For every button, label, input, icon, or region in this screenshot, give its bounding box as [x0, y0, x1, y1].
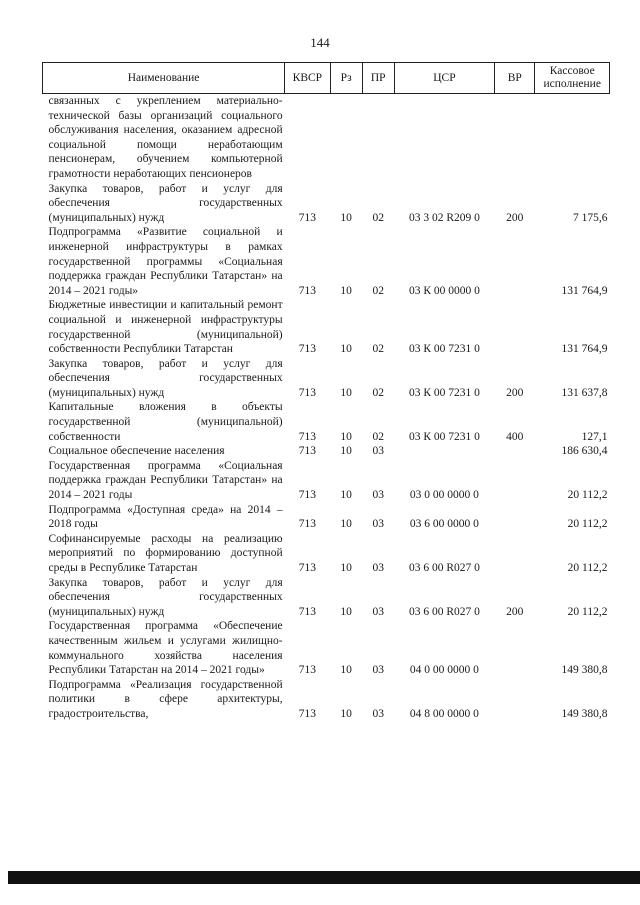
- cell-vr: 200: [506, 211, 524, 224]
- cell-name: связанных с укреплением материально-технической базы организаций социального обслуживания населения, оказанием адресной социальной помощи неработающим пенсионерам, обучением компьютерной грамотности неработающих пенсионеров: [48, 95, 283, 180]
- cell-pr: 02: [372, 211, 384, 224]
- cell-vr: [495, 619, 535, 677]
- cell-csr: 03 К 00 7231 0: [408, 386, 480, 399]
- cell-pr: 02: [372, 386, 384, 399]
- cell-rz: [330, 94, 362, 182]
- cell-name: Капитальные вложения в объекты государственной (муниципальной) собственности: [48, 401, 283, 443]
- cell-vr: 200: [506, 386, 524, 399]
- cell-name: Закупка товаров, работ и услуг для обеспечения государственных (муниципальных) нужд: [48, 576, 283, 618]
- cell-csr: 04 0 00 0000 0: [409, 664, 479, 677]
- cell-rz: 10: [340, 562, 352, 574]
- cell-vr: [495, 503, 535, 532]
- cell-name: Закупка товаров, работ и услуг для обеспечения государственных (муниципальных) нужд: [48, 182, 283, 224]
- cell-rz: 10: [340, 518, 352, 531]
- page-number: 144: [310, 35, 330, 50]
- cell-rz: 10: [340, 605, 352, 618]
- cell-name: Социальное обеспечение населения: [48, 445, 225, 458]
- cell-kvsr: 713: [298, 343, 316, 356]
- cell-name: Подпрограмма «Доступная среда» на 2014 – 2018 годы: [48, 503, 283, 531]
- budget-table: [42, 62, 610, 722]
- table-row: [43, 400, 610, 444]
- cell-pr: 03: [372, 445, 384, 458]
- cell-name: Подпрограмма «Реализация государственной политики в сфере архитектуры, градостроительства,: [48, 678, 283, 720]
- scan-edge-bar: [8, 871, 640, 884]
- cell-vr: [495, 225, 535, 298]
- cell-name: Софинансируемые расходы на реализацию мероприятий по формированию доступной среды в Республике Татарстан: [48, 532, 283, 574]
- cell-rz: 10: [340, 664, 352, 677]
- cell-csr: 03 К 00 7231 0: [408, 343, 480, 356]
- header-csr: ЦСР: [394, 63, 494, 94]
- cell-kvsr: 713: [298, 445, 316, 458]
- table-row: [43, 532, 610, 576]
- cell-csr: [394, 444, 494, 459]
- cell-sum: 131 764,9: [561, 343, 608, 356]
- cell-csr: 03 0 00 0000 0: [409, 489, 479, 502]
- cell-sum: 186 630,4: [561, 445, 608, 458]
- cell-vr: [495, 298, 535, 356]
- table-row: [43, 576, 610, 620]
- cell-pr: 03: [372, 664, 384, 677]
- header-rz: Рз: [330, 63, 362, 94]
- table-row: [43, 503, 610, 532]
- header-pr: ПР: [362, 63, 394, 94]
- cell-name: Бюджетные инвестиции и капитальный ремонт социальной и инженерной инфраструктуры государственной (муниципальной) собственности Республики Татарстан: [48, 299, 283, 356]
- cell-csr: 03 6 00 0000 0: [409, 518, 479, 531]
- cell-pr: [362, 94, 394, 182]
- cell-sum: 149 380,8: [561, 707, 608, 720]
- cell-vr: [495, 444, 535, 459]
- cell-kvsr: 713: [298, 386, 316, 399]
- table-row: [43, 94, 610, 182]
- cell-pr: 02: [372, 343, 384, 356]
- header-name: Наименование: [43, 63, 285, 94]
- cell-pr: 03: [372, 707, 384, 720]
- cell-csr: 03 К 00 0000 0: [408, 284, 480, 297]
- cell-kvsr: 713: [298, 664, 316, 677]
- cell-rz: 10: [340, 386, 352, 399]
- cell-pr: 03: [372, 562, 384, 574]
- cell-rz: 10: [340, 489, 352, 502]
- cell-kvsr: 713: [298, 489, 316, 502]
- cell-csr: [394, 94, 494, 182]
- cell-vr: [495, 532, 535, 576]
- table-row: [43, 225, 610, 298]
- cell-sum: 20 112,2: [567, 489, 608, 502]
- cell-sum: 20 112,2: [567, 562, 608, 574]
- cell-kvsr: 713: [298, 284, 316, 297]
- cell-sum: 7 175,6: [573, 211, 608, 224]
- table-row: [43, 619, 610, 677]
- cell-rz: 10: [340, 211, 352, 224]
- cell-kvsr: 713: [298, 605, 316, 618]
- cell-vr: 400: [506, 430, 524, 443]
- cell-kvsr: 713: [298, 430, 316, 443]
- header-vr: ВР: [495, 63, 535, 94]
- table-row: [43, 357, 610, 401]
- cell-name: Государственная программа «Обеспечение качественным жильем и услугами жилищно-коммунального хозяйства населения Республики Татарстан на 2014 – 2021 годы»: [48, 620, 283, 677]
- cell-sum: 131 637,8: [561, 386, 608, 399]
- cell-kvsr: 713: [298, 211, 316, 224]
- cell-pr: 03: [372, 489, 384, 502]
- table-row: [43, 459, 610, 503]
- cell-sum: [535, 94, 610, 182]
- cell-csr: 04 8 00 0000 0: [409, 707, 479, 720]
- cell-csr: 03 3 02 R209 0: [408, 211, 480, 224]
- cell-sum: 149 380,8: [561, 664, 608, 677]
- cell-vr: [495, 94, 535, 182]
- cell-vr: [495, 678, 535, 722]
- cell-pr: 02: [372, 430, 384, 443]
- cell-kvsr: 713: [298, 562, 316, 574]
- cell-sum: 131 764,9: [561, 284, 608, 297]
- cell-rz: 10: [340, 430, 352, 443]
- cell-kvsr: 713: [298, 707, 316, 720]
- cell-sum: 20 112,2: [567, 518, 608, 531]
- cell-sum: 127,1: [581, 430, 608, 443]
- cell-name: Закупка товаров, работ и услуг для обеспечения государственных (муниципальных) нужд: [48, 357, 283, 399]
- table-row: [43, 678, 610, 722]
- header-sum: Кассовое исполнение: [535, 63, 610, 94]
- cell-rz: 10: [340, 343, 352, 356]
- table-row: [43, 298, 610, 356]
- cell-name: Подпрограмма «Развитие социальной и инженерной инфраструктуры в рамках государственной программы «Социальная поддержка граждан Республики Татарстан» на 2014 – 2021 годы»: [48, 226, 283, 297]
- cell-rz: 10: [340, 707, 352, 720]
- cell-name: Государственная программа «Социальная поддержка граждан Республики Татарстан» на 2014 – 2021 годы: [48, 459, 283, 502]
- table-row: [43, 182, 610, 226]
- cell-csr: 03 К 00 7231 0: [408, 430, 480, 443]
- cell-kvsr: [285, 94, 331, 182]
- header-kvsr: КВСР: [285, 63, 331, 94]
- table-row: [43, 444, 610, 459]
- cell-pr: 03: [372, 518, 384, 531]
- table-header-row: [43, 63, 610, 94]
- cell-sum: 20 112,2: [567, 605, 608, 618]
- cell-vr: 200: [506, 605, 524, 618]
- cell-csr: 03 6 00 R027 0: [408, 562, 480, 574]
- cell-pr: 02: [372, 284, 384, 297]
- cell-rz: 10: [340, 445, 352, 458]
- cell-kvsr: 713: [298, 518, 316, 531]
- cell-rz: 10: [340, 284, 352, 297]
- cell-csr: 03 6 00 R027 0: [408, 605, 480, 618]
- table-body: [43, 94, 610, 722]
- cell-vr: [495, 459, 535, 503]
- cell-pr: 03: [372, 605, 384, 618]
